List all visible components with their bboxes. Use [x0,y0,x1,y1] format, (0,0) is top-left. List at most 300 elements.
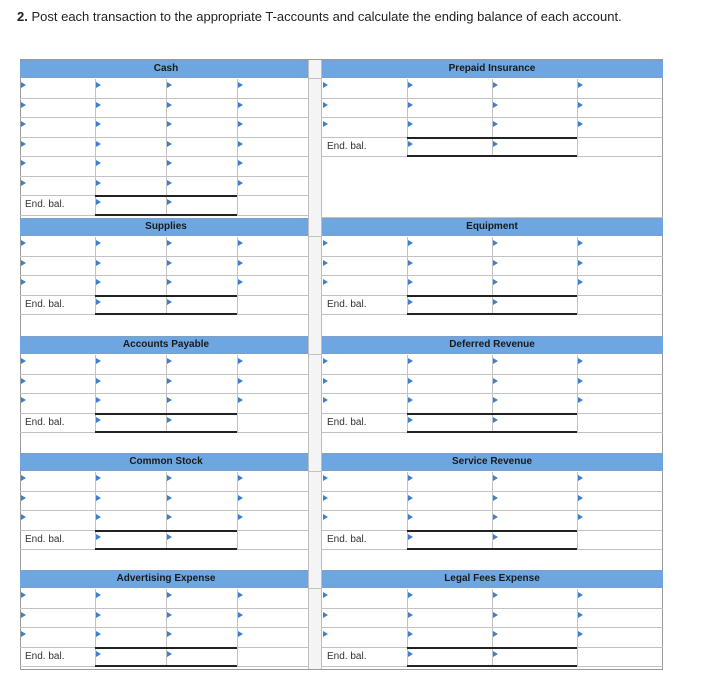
cell-marker-icon [167,260,172,266]
cell-marker-icon [238,160,243,166]
balance-rule-line [95,413,237,415]
cell-marker-icon [323,495,328,501]
grid-row-line [20,256,308,257]
end-bal-label: End. bal. [327,298,367,310]
entry-input[interactable] [578,277,662,294]
entry-input[interactable] [408,629,491,646]
entry-input[interactable] [493,119,576,136]
cell-marker-icon [167,180,172,186]
entry-input[interactable] [323,610,406,627]
end-balance-input[interactable] [167,532,236,549]
entry-input[interactable] [167,80,236,97]
end-balance-input[interactable] [96,415,165,432]
entry-input[interactable] [408,473,491,490]
entry-input[interactable] [578,238,662,255]
cell-marker-icon [167,121,172,127]
entry-input[interactable] [493,512,576,529]
entry-input[interactable] [167,258,236,275]
cell-marker-icon [323,378,328,384]
cell-marker-icon [167,240,172,246]
cell-marker-icon [238,475,243,481]
grid-row-line [322,374,663,375]
entry-input[interactable] [238,395,307,412]
cell-marker-icon [323,631,328,637]
cell-marker-icon [408,592,413,598]
grid-row-line [322,275,663,276]
grid-row-line [322,393,663,394]
entry-input[interactable] [167,356,236,373]
entry-input[interactable] [21,473,94,490]
entry-input[interactable] [167,395,236,412]
entry-input[interactable] [21,610,94,627]
cell-marker-icon [167,82,172,88]
entry-input[interactable] [578,80,662,97]
cell-marker-icon [21,180,26,186]
grid-row-line [322,491,663,492]
entry-input[interactable] [96,629,165,646]
entry-input[interactable] [96,590,165,607]
entry-input[interactable] [408,590,491,607]
entry-input[interactable] [21,277,94,294]
cell-marker-icon [167,397,172,403]
entry-input[interactable] [167,119,236,136]
cell-marker-icon [493,378,498,384]
entry-input[interactable] [238,139,307,156]
cell-marker-icon [578,592,583,598]
entry-input[interactable] [238,473,307,490]
cell-marker-icon [493,592,498,598]
entry-input[interactable] [323,590,406,607]
separator-tick [308,471,322,472]
cell-marker-icon [96,631,101,637]
balance-rule-line [95,647,237,649]
cell-marker-icon [21,141,26,147]
grid-row-line [20,491,308,492]
entry-input[interactable] [578,473,662,490]
end-balance-input[interactable] [167,197,236,214]
entry-input[interactable] [323,277,406,294]
entry-input[interactable] [238,493,307,510]
entry-input[interactable] [167,100,236,117]
entry-input[interactable] [493,473,576,490]
cell-marker-icon [578,378,583,384]
entry-input[interactable] [21,590,94,607]
cell-marker-icon [323,240,328,246]
entry-input[interactable] [238,610,307,627]
cell-marker-icon [408,299,413,305]
column-separator [308,60,322,669]
end-balance-input[interactable] [493,649,576,666]
end-balance-input[interactable] [96,532,165,549]
entry-input[interactable] [96,493,165,510]
entry-input[interactable] [96,139,165,156]
entry-input[interactable] [408,493,491,510]
end-balance-underline [95,313,237,315]
cell-marker-icon [238,514,243,520]
cell-marker-icon [323,514,328,520]
entry-input[interactable] [96,395,165,412]
cell-marker-icon [408,475,413,481]
cell-marker-icon [167,651,172,657]
end-balance-input[interactable] [493,415,576,432]
cell-marker-icon [96,514,101,520]
entry-input[interactable] [578,258,662,275]
cell-marker-icon [578,495,583,501]
cell-marker-icon [323,592,328,598]
entry-input[interactable] [21,158,94,175]
cell-marker-icon [238,82,243,88]
end-bal-label: End. bal. [25,416,65,428]
cell-marker-icon [96,102,101,108]
entry-input[interactable] [323,395,406,412]
entry-input[interactable] [21,493,94,510]
cell-marker-icon [493,82,498,88]
cell-marker-icon [21,475,26,481]
cell-marker-icon [167,417,172,423]
entry-input[interactable] [408,277,491,294]
cell-marker-icon [96,612,101,618]
entry-input[interactable] [21,356,94,373]
entry-input[interactable] [493,238,576,255]
cell-marker-icon [408,279,413,285]
entry-input[interactable] [238,356,307,373]
entry-input[interactable] [21,100,94,117]
end-balance-underline [95,214,237,216]
entry-input[interactable] [238,80,307,97]
end-balance-input[interactable] [96,197,165,214]
entry-input[interactable] [408,258,491,275]
entry-input[interactable] [96,258,165,275]
cell-marker-icon [493,417,498,423]
entry-input[interactable] [167,629,236,646]
cell-marker-icon [238,240,243,246]
cell-marker-icon [238,141,243,147]
cell-marker-icon [238,358,243,364]
entry-input[interactable] [238,629,307,646]
entry-input[interactable] [408,80,491,97]
entry-input[interactable] [323,238,406,255]
entry-input[interactable] [96,610,165,627]
cell-marker-icon [167,141,172,147]
cell-marker-icon [96,475,101,481]
entry-input[interactable] [96,356,165,373]
cell-marker-icon [408,651,413,657]
cell-marker-icon [96,417,101,423]
cell-marker-icon [493,299,498,305]
cell-marker-icon [96,358,101,364]
cell-marker-icon [96,397,101,403]
cell-marker-icon [238,279,243,285]
cell-marker-icon [323,82,328,88]
instruction-number: 2. [17,9,28,24]
end-balance-input[interactable] [167,297,236,314]
entry-input[interactable] [21,512,94,529]
entry-input[interactable] [493,100,576,117]
entry-input[interactable] [578,610,662,627]
end-balance-input[interactable] [408,532,491,549]
balance-rule-line [407,137,577,139]
entry-input[interactable] [238,590,307,607]
entry-input[interactable] [167,158,236,175]
end-balance-underline [95,431,237,433]
entry-input[interactable] [238,238,307,255]
entry-input[interactable] [323,512,406,529]
entry-input[interactable] [493,610,576,627]
entry-input[interactable] [408,100,491,117]
grid-row-line [20,608,308,609]
account-title-cash: Cash [153,63,179,74]
entry-input[interactable] [96,512,165,529]
entry-input[interactable] [408,610,491,627]
cell-marker-icon [323,260,328,266]
end-bal-label: End. bal. [25,298,65,310]
entry-input[interactable] [238,119,307,136]
cell-marker-icon [21,121,26,127]
entry-input[interactable] [21,395,94,412]
entry-input[interactable] [21,238,94,255]
entry-input[interactable] [238,376,307,393]
cell-marker-icon [21,102,26,108]
cell-marker-icon [408,417,413,423]
entry-input[interactable] [578,100,662,117]
entry-input[interactable] [167,493,236,510]
entry-input[interactable] [323,473,406,490]
cell-marker-icon [96,299,101,305]
cell-marker-icon [96,141,101,147]
entry-input[interactable] [493,629,576,646]
cell-marker-icon [408,102,413,108]
end-balance-input[interactable] [408,139,491,156]
cell-marker-icon [408,240,413,246]
cell-marker-icon [96,495,101,501]
entry-input[interactable] [578,376,662,393]
cell-marker-icon [238,631,243,637]
entry-input[interactable] [238,178,307,195]
cell-marker-icon [493,612,498,618]
cell-marker-icon [408,495,413,501]
cell-marker-icon [578,475,583,481]
separator-tick [308,78,322,79]
account-title-prepaid-insurance: Prepaid Insurance [448,63,536,74]
entry-input[interactable] [96,473,165,490]
entry-input[interactable] [408,376,491,393]
entry-input[interactable] [21,376,94,393]
cell-marker-icon [21,240,26,246]
entry-input[interactable] [167,178,236,195]
entry-input[interactable] [96,376,165,393]
separator-tick [308,236,322,237]
account-title-legal-fees-expense: Legal Fees Expense [444,573,540,584]
cell-marker-icon [238,592,243,598]
cell-marker-icon [21,358,26,364]
entry-input[interactable] [323,493,406,510]
entry-input[interactable] [96,100,165,117]
entry-input[interactable] [96,80,165,97]
entry-input[interactable] [408,119,491,136]
cell-marker-icon [21,397,26,403]
end-balance-input[interactable] [96,649,165,666]
cell-marker-icon [21,279,26,285]
entry-input[interactable] [578,356,662,373]
cell-marker-icon [96,279,101,285]
cell-marker-icon [21,631,26,637]
entry-input[interactable] [323,100,406,117]
end-balance-input[interactable] [408,649,491,666]
entry-input[interactable] [96,119,165,136]
cell-marker-icon [493,141,498,147]
cell-marker-icon [408,82,413,88]
entry-input[interactable] [21,178,94,195]
entry-input[interactable] [323,80,406,97]
cell-marker-icon [96,260,101,266]
cell-marker-icon [493,121,498,127]
entry-input[interactable] [493,493,576,510]
entry-input[interactable] [578,512,662,529]
cell-marker-icon [408,534,413,540]
instruction-text [17,9,622,24]
cell-marker-icon [323,397,328,403]
entry-input[interactable] [21,629,94,646]
balance-rule-line [407,413,577,415]
end-balance-underline [407,431,577,433]
account-title-service-revenue: Service Revenue [451,456,533,467]
entry-input[interactable] [238,158,307,175]
cell-marker-icon [493,534,498,540]
entry-input[interactable] [167,590,236,607]
entry-input[interactable] [96,238,165,255]
grid-row-line [20,627,308,628]
cell-marker-icon [493,631,498,637]
cell-marker-icon [323,475,328,481]
cell-marker-icon [167,279,172,285]
entry-input[interactable] [578,119,662,136]
grid-row-line [20,156,308,157]
end-balance-input[interactable] [493,139,576,156]
entry-input[interactable] [21,119,94,136]
entry-input[interactable] [493,395,576,412]
entry-input[interactable] [408,356,491,373]
entry-input[interactable] [578,629,662,646]
entry-input[interactable] [167,376,236,393]
cell-marker-icon [408,358,413,364]
cell-marker-icon [578,121,583,127]
entry-input[interactable] [167,277,236,294]
entry-input[interactable] [493,277,576,294]
cell-marker-icon [96,121,101,127]
grid-row-line [322,117,663,118]
cell-marker-icon [21,495,26,501]
entry-input[interactable] [167,238,236,255]
entry-input[interactable] [578,395,662,412]
entry-input[interactable] [493,590,576,607]
grid-row-line [322,217,663,218]
end-balance-input[interactable] [493,297,576,314]
entry-input[interactable] [167,139,236,156]
end-bal-label: End. bal. [25,533,65,545]
account-title-advertising-expense: Advertising Expense [116,573,216,584]
cell-marker-icon [167,199,172,205]
cell-marker-icon [578,612,583,618]
cell-marker-icon [167,299,172,305]
cell-marker-icon [96,592,101,598]
end-bal-label: End. bal. [327,650,367,662]
cell-marker-icon [493,475,498,481]
entry-input[interactable] [238,100,307,117]
entry-input[interactable] [238,512,307,529]
grid-row-line [20,137,308,138]
grid-row-line [322,627,663,628]
account-title-common-stock: Common Stock [129,456,203,467]
entry-input[interactable] [323,119,406,136]
cell-marker-icon [167,514,172,520]
entry-input[interactable] [578,493,662,510]
cell-marker-icon [493,260,498,266]
end-balance-input[interactable] [408,297,491,314]
entry-input[interactable] [238,277,307,294]
cell-marker-icon [238,260,243,266]
entry-input[interactable] [21,80,94,97]
cell-marker-icon [167,102,172,108]
cell-marker-icon [167,358,172,364]
balance-rule-line [407,530,577,532]
end-balance-input[interactable] [167,415,236,432]
end-bal-label: End. bal. [25,650,65,662]
entry-input[interactable] [167,473,236,490]
entry-input[interactable] [167,610,236,627]
cell-marker-icon [96,378,101,384]
cell-marker-icon [21,612,26,618]
entry-input[interactable] [493,376,576,393]
entry-input[interactable] [21,258,94,275]
cell-marker-icon [167,612,172,618]
entry-input[interactable] [493,80,576,97]
entry-input[interactable] [493,356,576,373]
cell-marker-icon [167,534,172,540]
cell-marker-icon [96,199,101,205]
cell-marker-icon [408,514,413,520]
entry-input[interactable] [238,258,307,275]
grid-row-line [322,98,663,99]
entry-input[interactable] [493,258,576,275]
entry-input[interactable] [96,277,165,294]
entry-input[interactable] [21,139,94,156]
entry-input[interactable] [96,158,165,175]
entry-input[interactable] [408,238,491,255]
cell-marker-icon [238,495,243,501]
account-title-deferred-revenue: Deferred Revenue [449,339,535,350]
entry-input[interactable] [323,629,406,646]
cell-marker-icon [493,358,498,364]
balance-rule-line [407,295,577,297]
entry-input[interactable] [96,178,165,195]
entry-input[interactable] [167,512,236,529]
entry-input[interactable] [578,590,662,607]
end-balance-input[interactable] [408,415,491,432]
end-balance-input[interactable] [493,532,576,549]
cell-marker-icon [578,82,583,88]
entry-input[interactable] [323,376,406,393]
end-balance-input[interactable] [167,649,236,666]
separator-tick [308,354,322,355]
account-title-accounts-payable: Accounts Payable [122,339,210,350]
end-balance-input[interactable] [96,297,165,314]
entry-input[interactable] [408,512,491,529]
cell-marker-icon [96,180,101,186]
entry-input[interactable] [323,356,406,373]
entry-input[interactable] [323,258,406,275]
entry-input[interactable] [408,395,491,412]
cell-marker-icon [493,240,498,246]
